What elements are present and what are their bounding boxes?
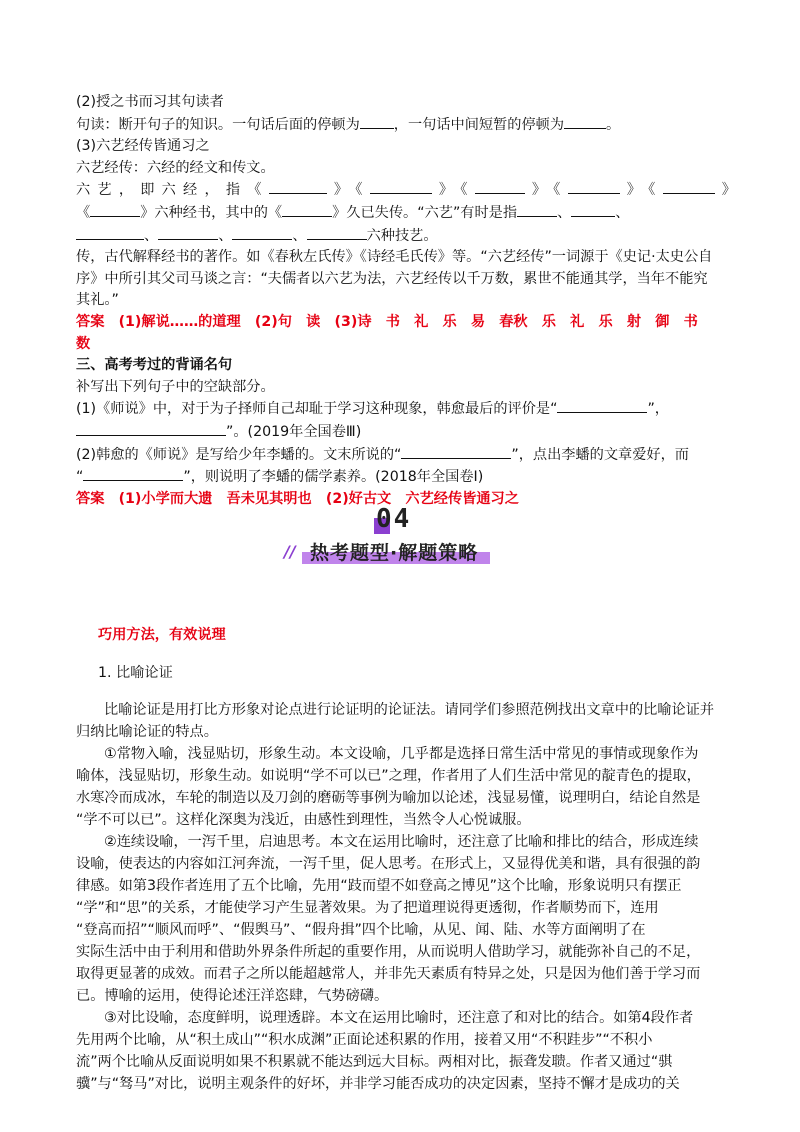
zhuan-explanation-1: 传，古代解释经书的著作。如《春秋左氏传》《诗经毛氏传》等。“六艺经传”一词源于《史记·太史公自 xyxy=(76,249,713,266)
para-1: 比喻论证是用打比方形象对论点进行论证明的论证法。请同学们参照范例找出文章中的比喻论证并 xyxy=(104,702,715,718)
section-title: // 热考题型·解题策略 xyxy=(300,538,490,564)
para-2: ①常物入喻，浅显贴切，形象生动。本文设喻，几乎都是选择日常生活中常见的事情或现象作为 xyxy=(104,746,699,762)
judou-definition: 句读：断开句子的知识。一句话后面的停顿为 ，一句话中间短暂的停顿为 。 xyxy=(76,114,736,137)
answer-1: 答案 (1)解说……的道理 (2)句 读 (3)诗 书 礼 乐 易 春秋 乐 礼 乐 射 御 书 xyxy=(76,313,698,330)
metaphor-subheading: 1. 比喻论证 xyxy=(98,665,173,681)
question-1: (1)《师说》中，对于为子择师自己却耻于学习这种现象，韩愈最后的评价是“ ”， xyxy=(76,398,736,421)
zhuan-explanation-2: 序》中所引其父司马谈之言：“夫儒者以六艺为法，六艺经传以千万数，累世不能通其学，当年不能究 xyxy=(76,270,708,287)
method-heading: 巧用方法，有效说理 xyxy=(98,627,226,643)
item-3-heading: (3)六艺经传皆通习之 xyxy=(76,138,210,155)
para-3: ②连续设喻，一泻千里，启迪思考。本文在运用比喻时，还注意了比喻和排比的结合，形成连续 xyxy=(104,834,699,850)
item-2-heading: (2)授之书而习其句读者 xyxy=(76,94,224,110)
answer-2: 答案 (1)小学而大遗 吾未见其明也 (2)好古文 六艺经传皆通习之 xyxy=(76,490,519,507)
body-text: 比喻论证是用打比方形象对论点进行论证明的论证法。请同学们参照范例找出文章中的比喻论证并 归纳比喻论证的特点。 ①常物入喻，浅显贴切，形象生动。本文设喻，几乎都是选择日常生活中常见的事情或现象作为 喻体，浅显贴切，形象生动。如说明“学不可以已”之理，作者用了人们生活中常见的靛青色的提取， 水寒冷而成冰，车轮的制造以及刀剑的磨砺等事例为喻加以论述，浅显易懂，说理明白，结论自然是 “学不可以已”。这样化深奥为浅近，由感性到理性，当然令人心悦诚服。 ②连续设喻，一泻千里，启迪思考。本文在运用比喻时，还注意了比喻和排比的结合，形成连续 设喻，使表达的内容如江河奔流，一泻千里，促人思考。在形式上，又显得优美和谐，具有很强的韵 律感。如第3段作者连用了五个比喻，先用“跂而望不如登高之博见”这个比喻，形象说明只有摆正 “学”和“思”的关系，才能使学习产生显著效果。为了把道理说得更透彻，作者顺势而下，连用 “登高而招”“顺风而呼”、“假舆马”、“假舟揖”四个比喻，从见、闻、陆、水等方面阐明了在 实际生活中由于利用和借助外界条件所起的重要作用，从而说明人借助学习，就能弥补自己的不足， 取得更显著的成效。而君子之所以能超越常人，并非先天素质有特异之处，只是因为他们善于学习而 已。博喻的运用，使得论述汪洋恣肆，气势磅礴。 ③对比设喻，态度鲜明，说理透辟。本文在运用比喻时，还注意了和对比的结合。如第4段作者 先用两个比喻，从“积土成山”“积水成渊”正面论述积累的作用，接着又用“不积跬步”“不积小 流”两个比喻从反面说明如果不积累就不能达到远大目标。两相对比，振聋发聩。作者又通过“骐 骥”与“驽马”对比，说明主观条件的好坏，并非学习能否成功的决定因素，坚持不懈才是成功的关 xyxy=(76,699,736,1095)
fill-instruction: 补写出下列句子中的空缺部分。 xyxy=(76,378,275,395)
slash-decoration: // xyxy=(284,542,296,561)
subheading-block xyxy=(76,662,736,684)
section-number: 04 xyxy=(376,504,412,534)
blank xyxy=(564,114,606,129)
para-4: ③对比设喻，态度鲜明，说理透辟。本文在运用比喻时，还注意了和对比的结合。如第4段作者 xyxy=(104,1010,694,1026)
liuyi-definition: 六艺经传：六经的经文和传文。 xyxy=(76,159,275,176)
lower-heading-block xyxy=(76,624,736,646)
liuyi-line-3: 、 、 、 六种技艺。 xyxy=(76,225,736,248)
upper-text-block xyxy=(76,92,736,510)
question-2-cont: “ ”，则说明了李蟠的儒学素养。(2018年全国卷Ⅰ) xyxy=(76,466,736,489)
blank xyxy=(360,114,394,129)
answer-1-cont: 数 xyxy=(76,335,91,352)
liuyi-line-2: 《 》六种经书，其中的《 》久已失传。“六艺”有时是指 、 、 xyxy=(76,202,736,225)
zhuan-explanation-3: 其礼。” xyxy=(76,292,119,309)
section-3-heading: 三、高考考过的背诵名句 xyxy=(76,357,233,374)
liuyi-line-1: 六艺，即六经，指《 》《 》《 》《 》《 》 xyxy=(76,179,736,202)
question-1-cont: ”。(2019年全国卷Ⅲ) xyxy=(76,421,736,444)
question-2: (2)韩愈的《师说》是写给少年李蟠的。文末所说的“ ”，点出李蟠的文章爱好，而 xyxy=(76,444,736,467)
